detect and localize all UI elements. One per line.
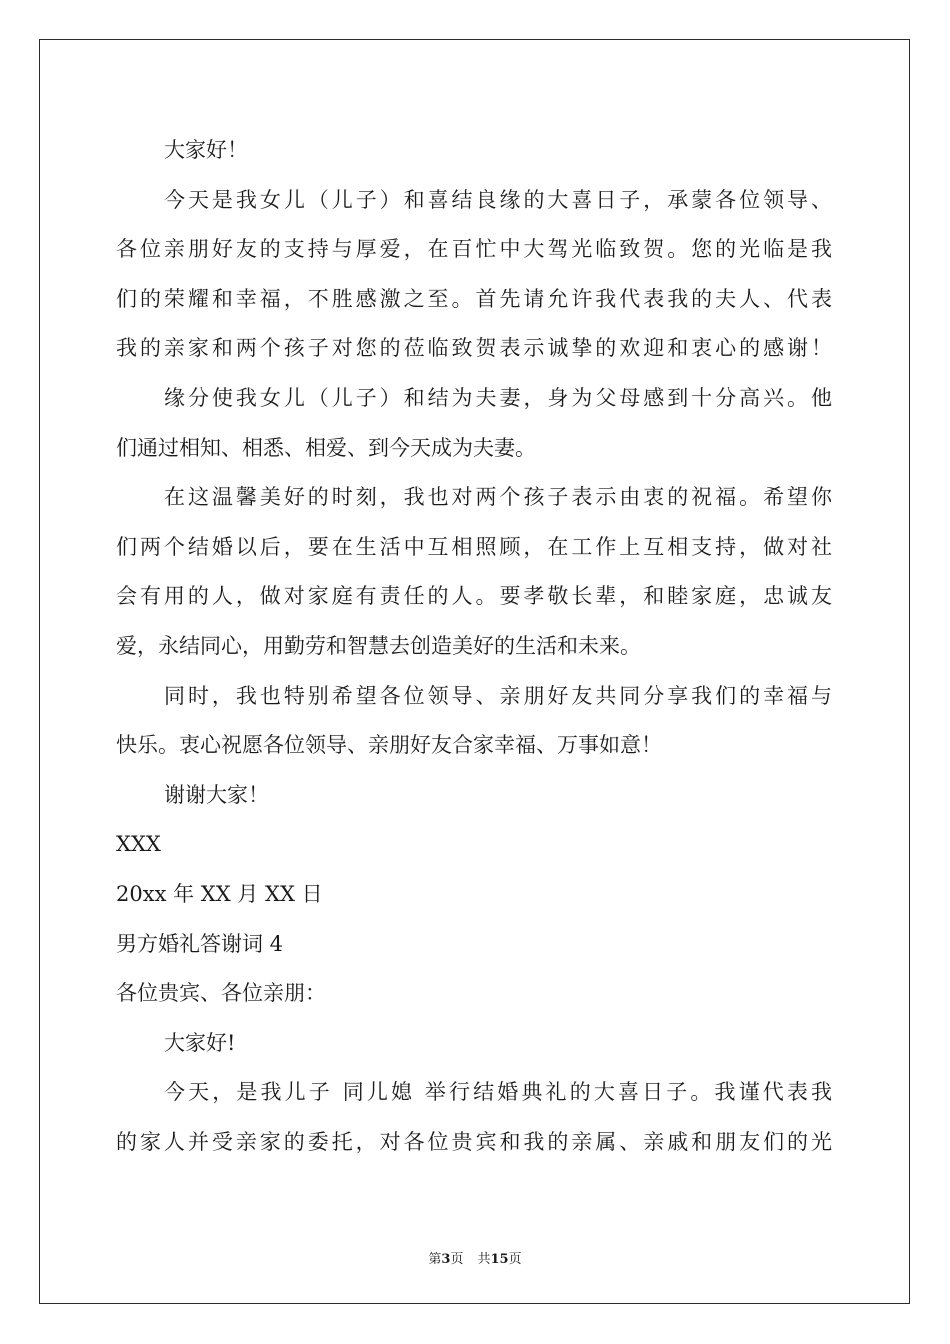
footer-page-suffix: 页 [450,1252,464,1267]
document-body [116,126,832,1167]
text-line: 大家好！ [164,138,248,162]
text-line: 爱，永结同心，用勤劳和智慧去创造美好的生活和未来。 [116,633,641,658]
text-line: 各位亲朋好友的支持与厚爱，在百忙中大驾光临致贺。您的光临是我 [116,237,832,262]
text-line: 今天，是我儿子 同儿媳 举行结婚典礼的大喜日子。我谨代表我 [164,1080,832,1105]
text-line: 们通过相知、相悉、相爱、到今天成为夫妻。 [116,435,536,460]
footer-total-prefix: 共 [477,1252,491,1267]
section-heading: 男方婚礼答谢词 4 [116,931,284,956]
text-line: 同时，我也特别希望各位领导、亲朋好友共同分享我们的幸福与 [164,683,832,708]
text-line: 在这温馨美好的时刻，我也对两个孩子表示由衷的祝福。希望你 [164,485,832,510]
text-line: 们两个结婚以后，要在生活中互相照顾，在工作上互相支持，做对社 [116,534,832,559]
text-line: 们的荣耀和幸福，不胜感激之至。首先请允许我代表我的夫人、代表 [116,286,832,311]
signature-name: XXX [116,832,161,857]
footer-total-suffix: 页 [508,1252,522,1267]
footer-prefix: 第 [428,1252,442,1267]
text-line: 会有用的人，做对家庭有责任的人。要孝敬长辈，和睦家庭，忠诚友 [116,584,832,609]
text-line: 缘分使我女儿（儿子）和结为夫妻，身为父母感到十分高兴。他 [164,385,832,410]
page-footer [0,1248,950,1267]
footer-total-pages: 15 [490,1252,509,1267]
footer-page-number: 3 [441,1252,451,1267]
text-line: 谢谢大家！ [164,782,269,807]
text-line: 我的亲家和两个孩子对您的莅临致贺表示诚挚的欢迎和衷心的感谢！ [116,336,832,361]
salutation: 各位贵宾、各位亲朋： [116,981,326,1006]
text-line: 大家好! [164,1030,236,1055]
text-line: 的家人并受亲家的委托，对各位贵宾和我的亲属、亲戚和朋友们的光 [116,1129,832,1154]
text-line: 今天是我女儿（儿子）和喜结良缘的大喜日子，承蒙各位领导、 [164,187,832,212]
signature-date: 20xx 年 XX 月 XX 日 [116,881,323,906]
text-line: 快乐。衷心祝愿各位领导、亲朋好友合家幸福、万事如意！ [116,733,662,758]
